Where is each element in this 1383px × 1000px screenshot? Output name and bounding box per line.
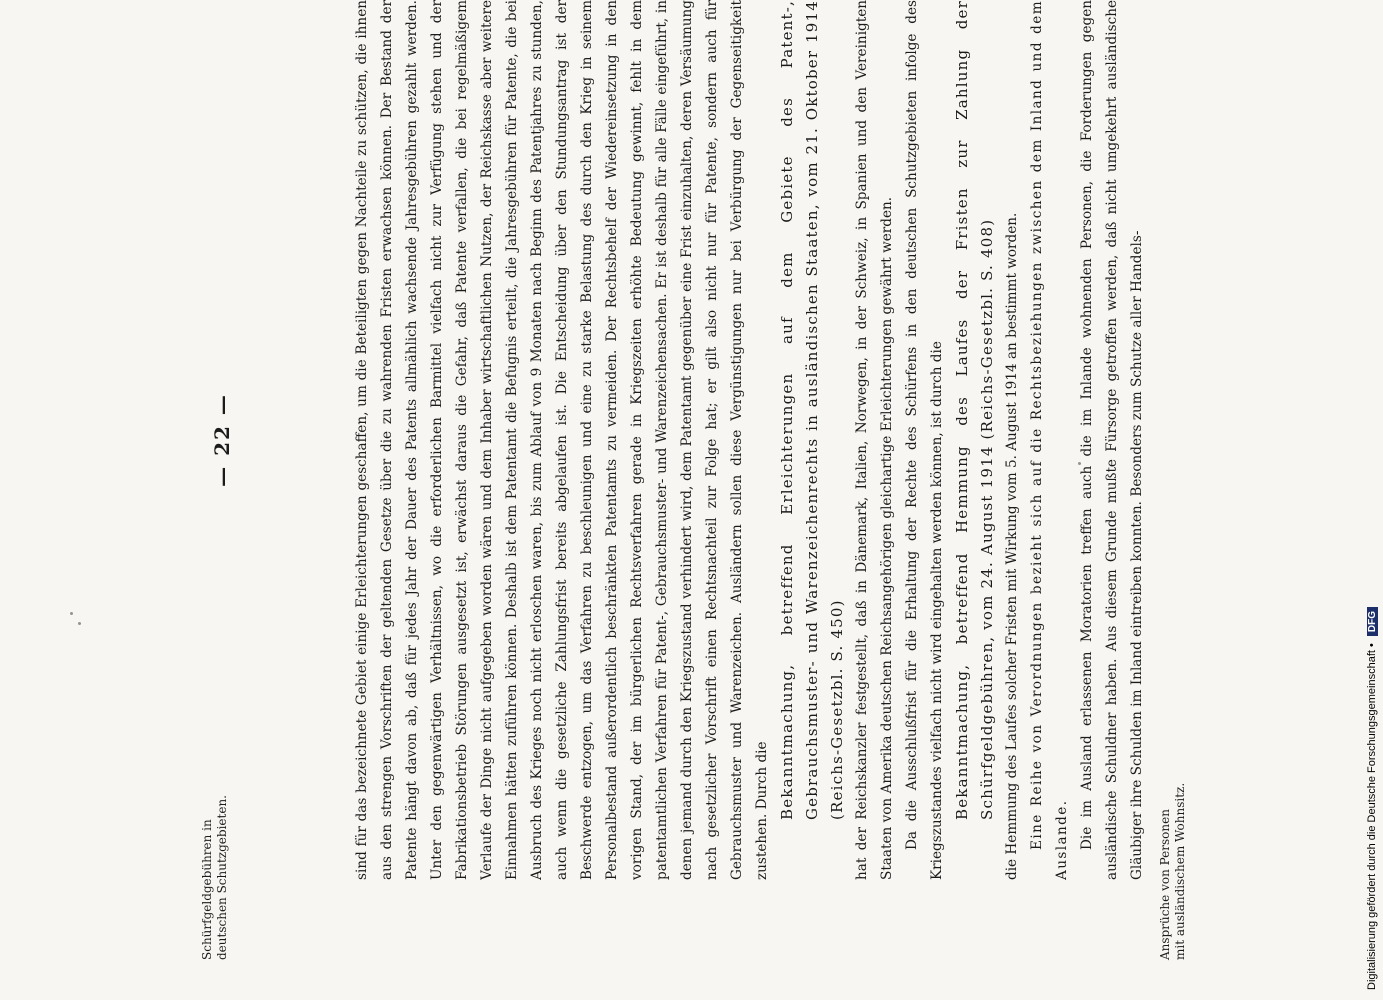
side-note-line: deutschen Schutzgebieten. (215, 795, 229, 960)
digitization-credit (1366, 607, 1378, 990)
side-note-line: Ansprüche von Personen (1158, 809, 1172, 960)
paragraph-reciprocity: hat der Reichskanzler festgestellt, daß in Dänemark, Italien, Norwegen, in der Schweiz, in Spanien und den Vereinigten Staaten von Amerika deutschen Reichsangehörigen gleichartige Erleichterungen gewährt werden. (854, 0, 895, 880)
paragraph-prospecting-rights: Da die Ausschlußfrist für die Erhaltung der Rechte des Schürfens in den deutschen Schutzgebieten infolge des Kriegszustandes vielfach nicht wird eingehalten werden können, ist durch die (904, 0, 945, 880)
main-text (350, 0, 1210, 880)
decree-prospecting-fees: Bekanntmachung, betreffend Hemmung des Laufes der Fristen zur Zahlung der Schürfgeldgebühren, vom 24. August 1914 (Reichs-Gesetzbl. S. 408) (953, 0, 996, 820)
dfg-logo: DFG (1367, 607, 1378, 636)
scan-speck (70, 612, 73, 615)
side-note-line: mit ausländischem Wohnsitz. (1173, 782, 1187, 960)
page-text-block (210, 0, 1210, 880)
paragraph-suspension: die Hemmung des Laufes solcher Fristen mit Wirkung vom 5. August 1914 an bestimmt worden. (1004, 212, 1020, 880)
side-note-foreign-claims (1158, 783, 1188, 960)
side-note-prospecting-fees (200, 795, 230, 960)
page-number: — 22 — (210, 393, 234, 487)
paragraph-patent-fees: sind für das bezeichnete Gebiet einige Erleichterungen geschaffen, um die Beteiligten gegen Nachteile zu schützen, die ihnen aus den strengen Vorschriften der geltenden Gesetze über die zu wahrenden Fristen erwachsen können. Der Bestand der Patente hängt davon ab, daß für jedes Jahr der Dauer des Patents allmählich wachsende Jahresgebühren gezahlt werden. Unter den gegenwärtigen Verhältnissen, wo die erforderlichen Barmittel vielfach nicht zur Verfügung stehen und der Fabrikationsbetrieb Störungen ausgesetzt ist, erwächst daraus die Gefahr, daß Patente verfallen, die bei regelmäßigem Verlaufe der Dinge nicht aufgegeben worden wären und dem Inhaber wirtschaftlichen Nutzen, der Reichskasse aber weitere Einnahmen hätten zuführen können. Deshalb ist dem Patentamt die Befugnis erteilt, die Jahresgebühren für Patente, die bei Ausbruch des Krieges noch nicht erloschen waren, bis zum Ablauf von 9 Monaten nach Beginn des Patentjahres zu stunden, auch wenn die gesetzliche Zahlungsfrist bereits abgelaufen ist. Die Entscheidung über den Stundungsantrag ist der Beschwerde entzogen, um das Verfahren zu beschleunigen und eine zu starke Belastung des durch den Krieg in seinem Personalbestand außerordentlich beschränkten Patentamts zu vermeiden. Der Rechtsbehelf der Wiedereinsetzung in den vorigen Stand, der im bürgerlichen Rechtsverfahren gerade in Kriegszeiten erhöhte Bedeutung gewinnt, fehlt in dem patentamtlichen Verfahren für Patent-, Gebrauchsmuster- und Warenzeichensachen. Er ist deshalb für alle Fälle eingeführt, in denen jemand durch den Kriegszustand verhindert wird, dem Patentamt gegenüber eine Frist einzuhalten, deren Versäumung nach gesetzlicher Vorschrift einen Rechtsnachteil zur Folge hat; er gilt also nicht nur für Patente, sondern auch für Gebrauchsmuster und Warenzeichen. Ausländern sollen diese Vergünstigungen nur bei Verbürgung der Gegenseitigkeit zustehen. Durch die (354, 0, 770, 880)
paragraph-moratoria: Die im Ausland erlassenen Moratorien treffen auch die im Inlande wohnenden Personen, die Forderungen gegen ausländische Schuldner haben. Aus diesem Grunde mußte Fürsorge getroffen werden, daß nicht umgekehrt ausländische Gläubiger ihre Schulden im Inland eintreiben konnten. Besonders zum Schutze aller Handels- (1079, 0, 1145, 880)
decree-patent-relief: Bekanntmachung, betreffend Erleichterungen auf dem Gebiete des Patent-, Gebrauchsmuster- und Warenzeichenrechts in ausländischen Staaten, vom 21. Oktober 1914 (Reichs-Gesetzbl. S. 450) (778, 0, 846, 820)
side-note-line: Schürfgeldgebühren in (200, 819, 214, 960)
credit-text: Digitalisierung gefördert durch die Deutsche Forschungsgemeinschaft • (1366, 643, 1378, 990)
paragraph-foreign-relations: Eine Reihe von Verordnungen bezieht sich auf die Rechtsbeziehungen zwischen dem Inland und dem Auslande. (1029, 0, 1070, 880)
scan-speck (78, 622, 81, 625)
